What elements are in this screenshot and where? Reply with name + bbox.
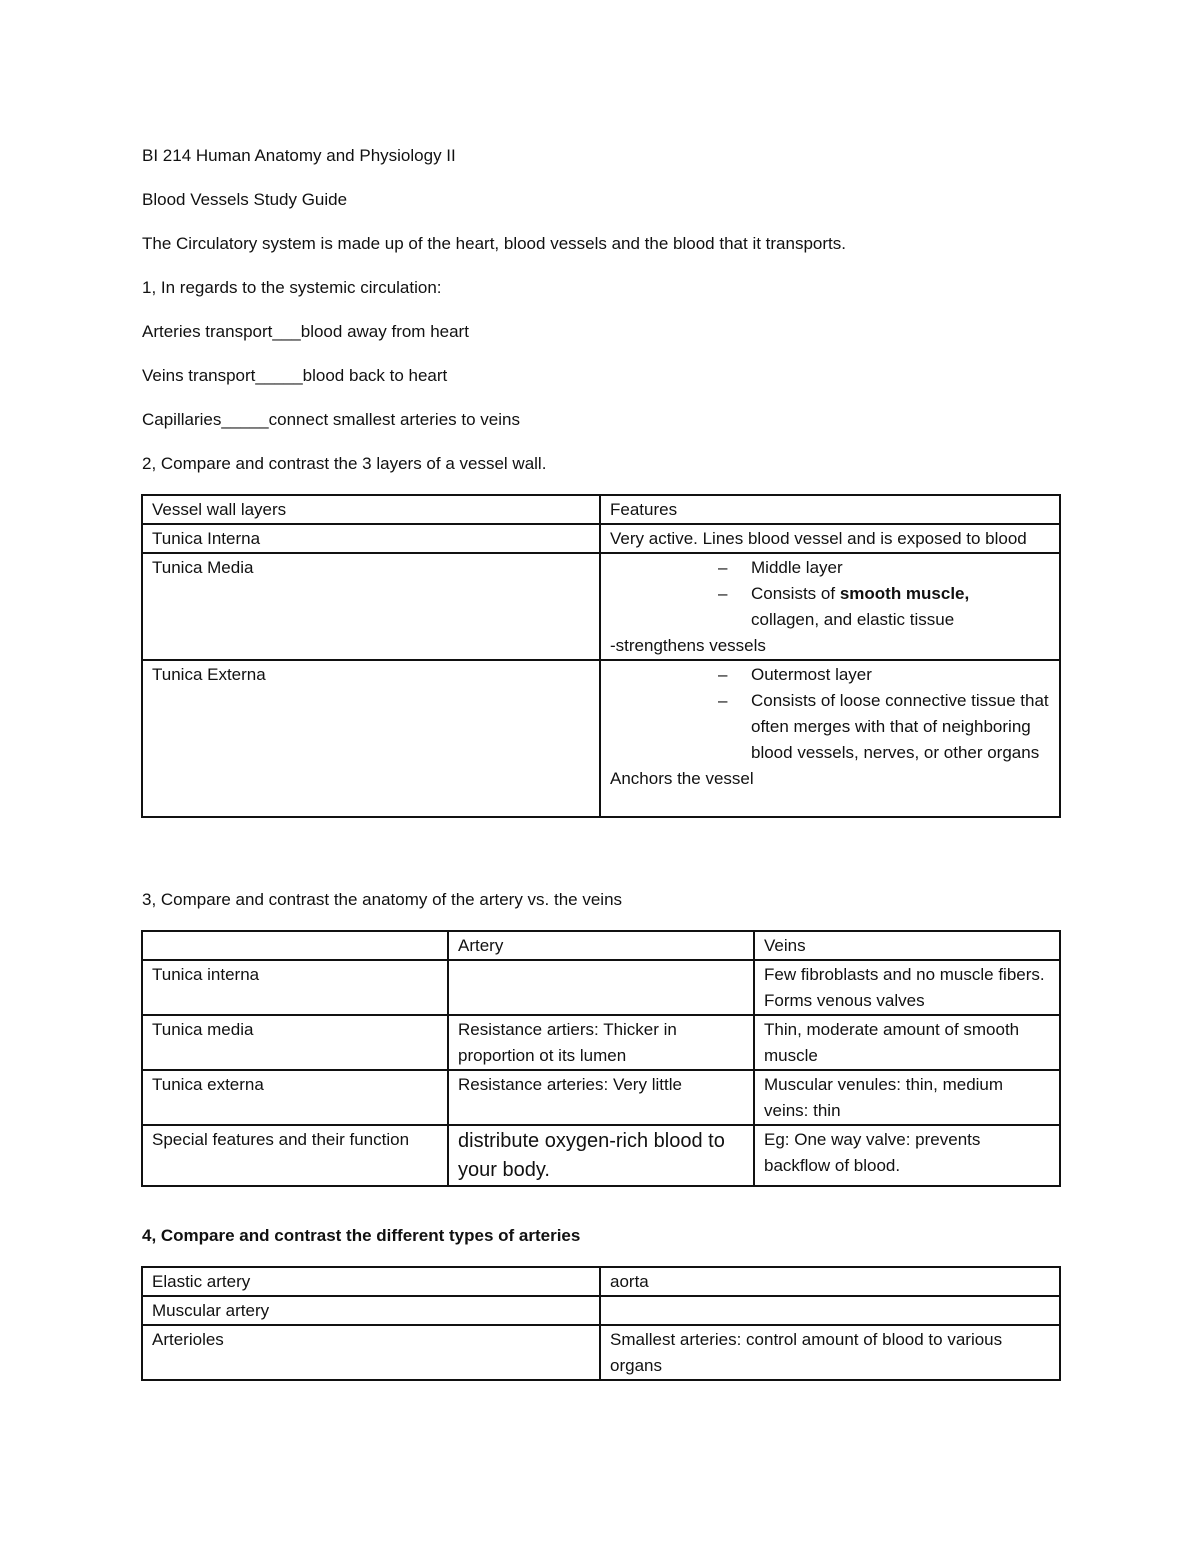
externa-extra-note: Anchors the vessel xyxy=(610,769,754,788)
table-cell: Smallest arteries: control amount of blood to various organs xyxy=(600,1325,1060,1380)
table-cell: Tunica Media xyxy=(142,553,600,660)
q3-prompt: 3, Compare and contrast the anatomy of the artery vs. the veins xyxy=(142,890,623,909)
table-cell xyxy=(600,1296,1060,1325)
table-cell: Very active. Lines blood vessel and is exposed to blood xyxy=(600,524,1060,553)
intro-text: The Circulatory system is made up of the heart, blood vessels and the blood that it transports. xyxy=(142,234,846,253)
q1-prompt: 1, In regards to the systemic circulation: xyxy=(142,278,442,297)
table-cell: Arterioles xyxy=(142,1325,600,1380)
list-item: – Consists of smooth muscle, collagen, and elastic tissue xyxy=(718,584,970,629)
table-cell: Eg: One way valve: prevents backflow of blood. xyxy=(754,1125,1060,1186)
table-row xyxy=(142,1296,1060,1325)
table-cell: Few fibroblasts and no muscle fibers. Forms venous valves xyxy=(754,960,1060,1015)
table-cell: Tunica interna xyxy=(142,960,448,1015)
table-cell: Resistance arteries: Very little xyxy=(448,1070,754,1125)
table-row xyxy=(142,660,1060,817)
table-row xyxy=(142,553,1060,660)
table-cell: Elastic artery xyxy=(142,1267,600,1296)
table-cell: Thin, moderate amount of smooth muscle xyxy=(754,1015,1060,1070)
table-header-cell xyxy=(142,931,448,960)
table-cell: Tunica Externa xyxy=(142,660,600,817)
table-cell: aorta xyxy=(600,1267,1060,1296)
table-row xyxy=(142,960,1060,1015)
table-header-cell: Veins xyxy=(754,931,1060,960)
course-title: BI 214 Human Anatomy and Physiology II xyxy=(142,146,456,165)
table-row xyxy=(142,1325,1060,1380)
vessel-wall-table xyxy=(141,494,1061,818)
q2-prompt: 2, Compare and contrast the 3 layers of a vessel wall. xyxy=(142,454,547,473)
table-header-cell: Features xyxy=(600,495,1060,524)
table-cell: Muscular venules: thin, medium veins: thin xyxy=(754,1070,1060,1125)
artery-vein-table xyxy=(141,930,1061,1187)
table-cell: Special features and their function xyxy=(142,1125,448,1186)
table-cell: Tunica media xyxy=(142,1015,448,1070)
table-cell: distribute oxygen-rich blood to your body. xyxy=(448,1125,754,1186)
table-cell: Tunica externa xyxy=(142,1070,448,1125)
q4-prompt: 4, Compare and contrast the different types of arteries xyxy=(142,1226,581,1245)
table-row xyxy=(142,1070,1060,1125)
list-item: – Consists of loose connective tissue that often merges with that of neighboring blood vessels, nerves, or other organs xyxy=(718,691,1049,762)
q1-line-arteries: Arteries transport___blood away from heart xyxy=(142,322,469,341)
artery-types-table xyxy=(141,1266,1061,1381)
table-row xyxy=(142,931,1060,960)
list-item: – Middle layer xyxy=(718,558,843,577)
q1-line-veins: Veins transport_____blood back to heart xyxy=(142,366,448,385)
table-header-cell: Vessel wall layers xyxy=(142,495,600,524)
q1-line-capillaries: Capillaries_____connect smallest arteries to veins xyxy=(142,410,520,429)
table-row xyxy=(142,1015,1060,1070)
media-feature-list xyxy=(610,555,1050,633)
table-cell: Muscular artery xyxy=(142,1296,600,1325)
externa-feature-list xyxy=(610,662,1050,766)
table-row xyxy=(142,524,1060,553)
list-item: – Outermost layer xyxy=(718,665,872,684)
table-cell: Tunica Interna xyxy=(142,524,600,553)
table-cell xyxy=(600,660,1060,817)
media-extra-note: -strengthens vessels xyxy=(610,636,766,655)
table-row xyxy=(142,1125,1060,1186)
table-header-cell: Artery xyxy=(448,931,754,960)
table-row xyxy=(142,1267,1060,1296)
table-cell: Resistance artiers: Thicker in proportion ot its lumen xyxy=(448,1015,754,1070)
table-row xyxy=(142,495,1060,524)
table-cell xyxy=(448,960,754,1015)
table-cell xyxy=(600,553,1060,660)
guide-title: Blood Vessels Study Guide xyxy=(142,190,348,209)
